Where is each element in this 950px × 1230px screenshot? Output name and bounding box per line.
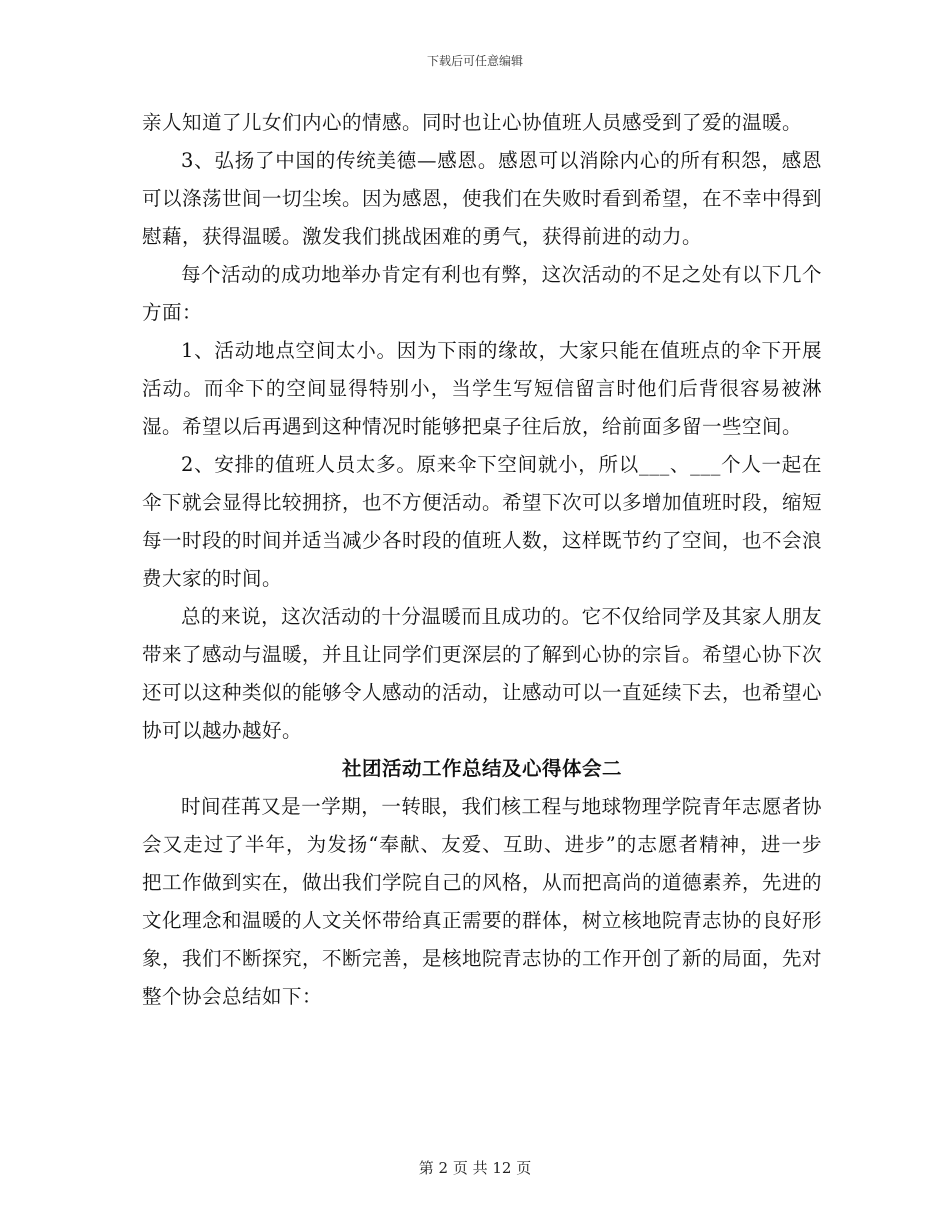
page-footer: 第 2 页 共 12 页 [418,1159,532,1177]
paragraph-section-intro: 时间荏苒又是一学期，一转眼，我们核工程与地球物理学院青年志愿者协会又走过了半年，为发扬“奉献、友爱、互助、进步”的志愿者精神，进一步把工作做到实在，做出我们学院自己的风格，从而把高尚的道德素养，先进的文化理念和温暖的人文关怀带给真正需要的群体，树立核地院青志协的良好形象，我们不断探究，不断完善，是核地院青志协的工作开创了新的局面，先对整个协会总结如下： [142,795,823,1008]
paragraph-shortcoming-2: 2、安排的值班人员太多。原来伞下空间就小，所以___、___个人一起在伞下就会显得比较拥挤，也不方便活动。希望下次可以多增加值班时段，缩短每一时段的时间并适当减少各时段的值班人数，这样既节约了空间，也不会浪费大家的时间。 [142,453,823,590]
paragraph-point-3: 3、弘扬了中国的传统美德—感恩。感恩可以消除内心的所有积怨，感恩可以涤荡世间一切尘埃。因为感恩，使我们在失败时看到希望，在不幸中得到慰藉，获得温暖。激发我们挑战困难的勇气，获得前进的动力。 [142,149,823,248]
paragraph-summary: 总的来说，这次活动的十分温暖而且成功的。它不仅给同学及其家人朋友带来了感动与温暖，并且让同学们更深层的了解到心协的宗旨。希望心协下次还可以这种类似的能够令人感动的活动，让感动可以一直延续下去，也希望心协可以越办越好。 [142,605,823,742]
paragraph-shortcomings-intro: 每个活动的成功地举办肯定有利也有弊，这次活动的不足之处有以下几个方面： [142,263,822,324]
document-body [142,104,822,1016]
paragraph-continuation: 亲人知道了儿女们内心的情感。同时也让心协值班人员感受到了爱的温暖。 [142,111,803,134]
page-header: 下载后可任意编辑 [426,54,523,68]
paragraph-shortcoming-1: 1、活动地点空间太小。因为下雨的缘故，大家只能在值班点的伞下开展活动。而伞下的空间显得特别小，当学生写短信留言时他们后背很容易被淋湿。希望以后再遇到这种情况时能够把桌子往后放，给前面多留一些空间。 [142,339,822,438]
section-title: 社团活动工作总结及心得体会二 [341,757,622,780]
